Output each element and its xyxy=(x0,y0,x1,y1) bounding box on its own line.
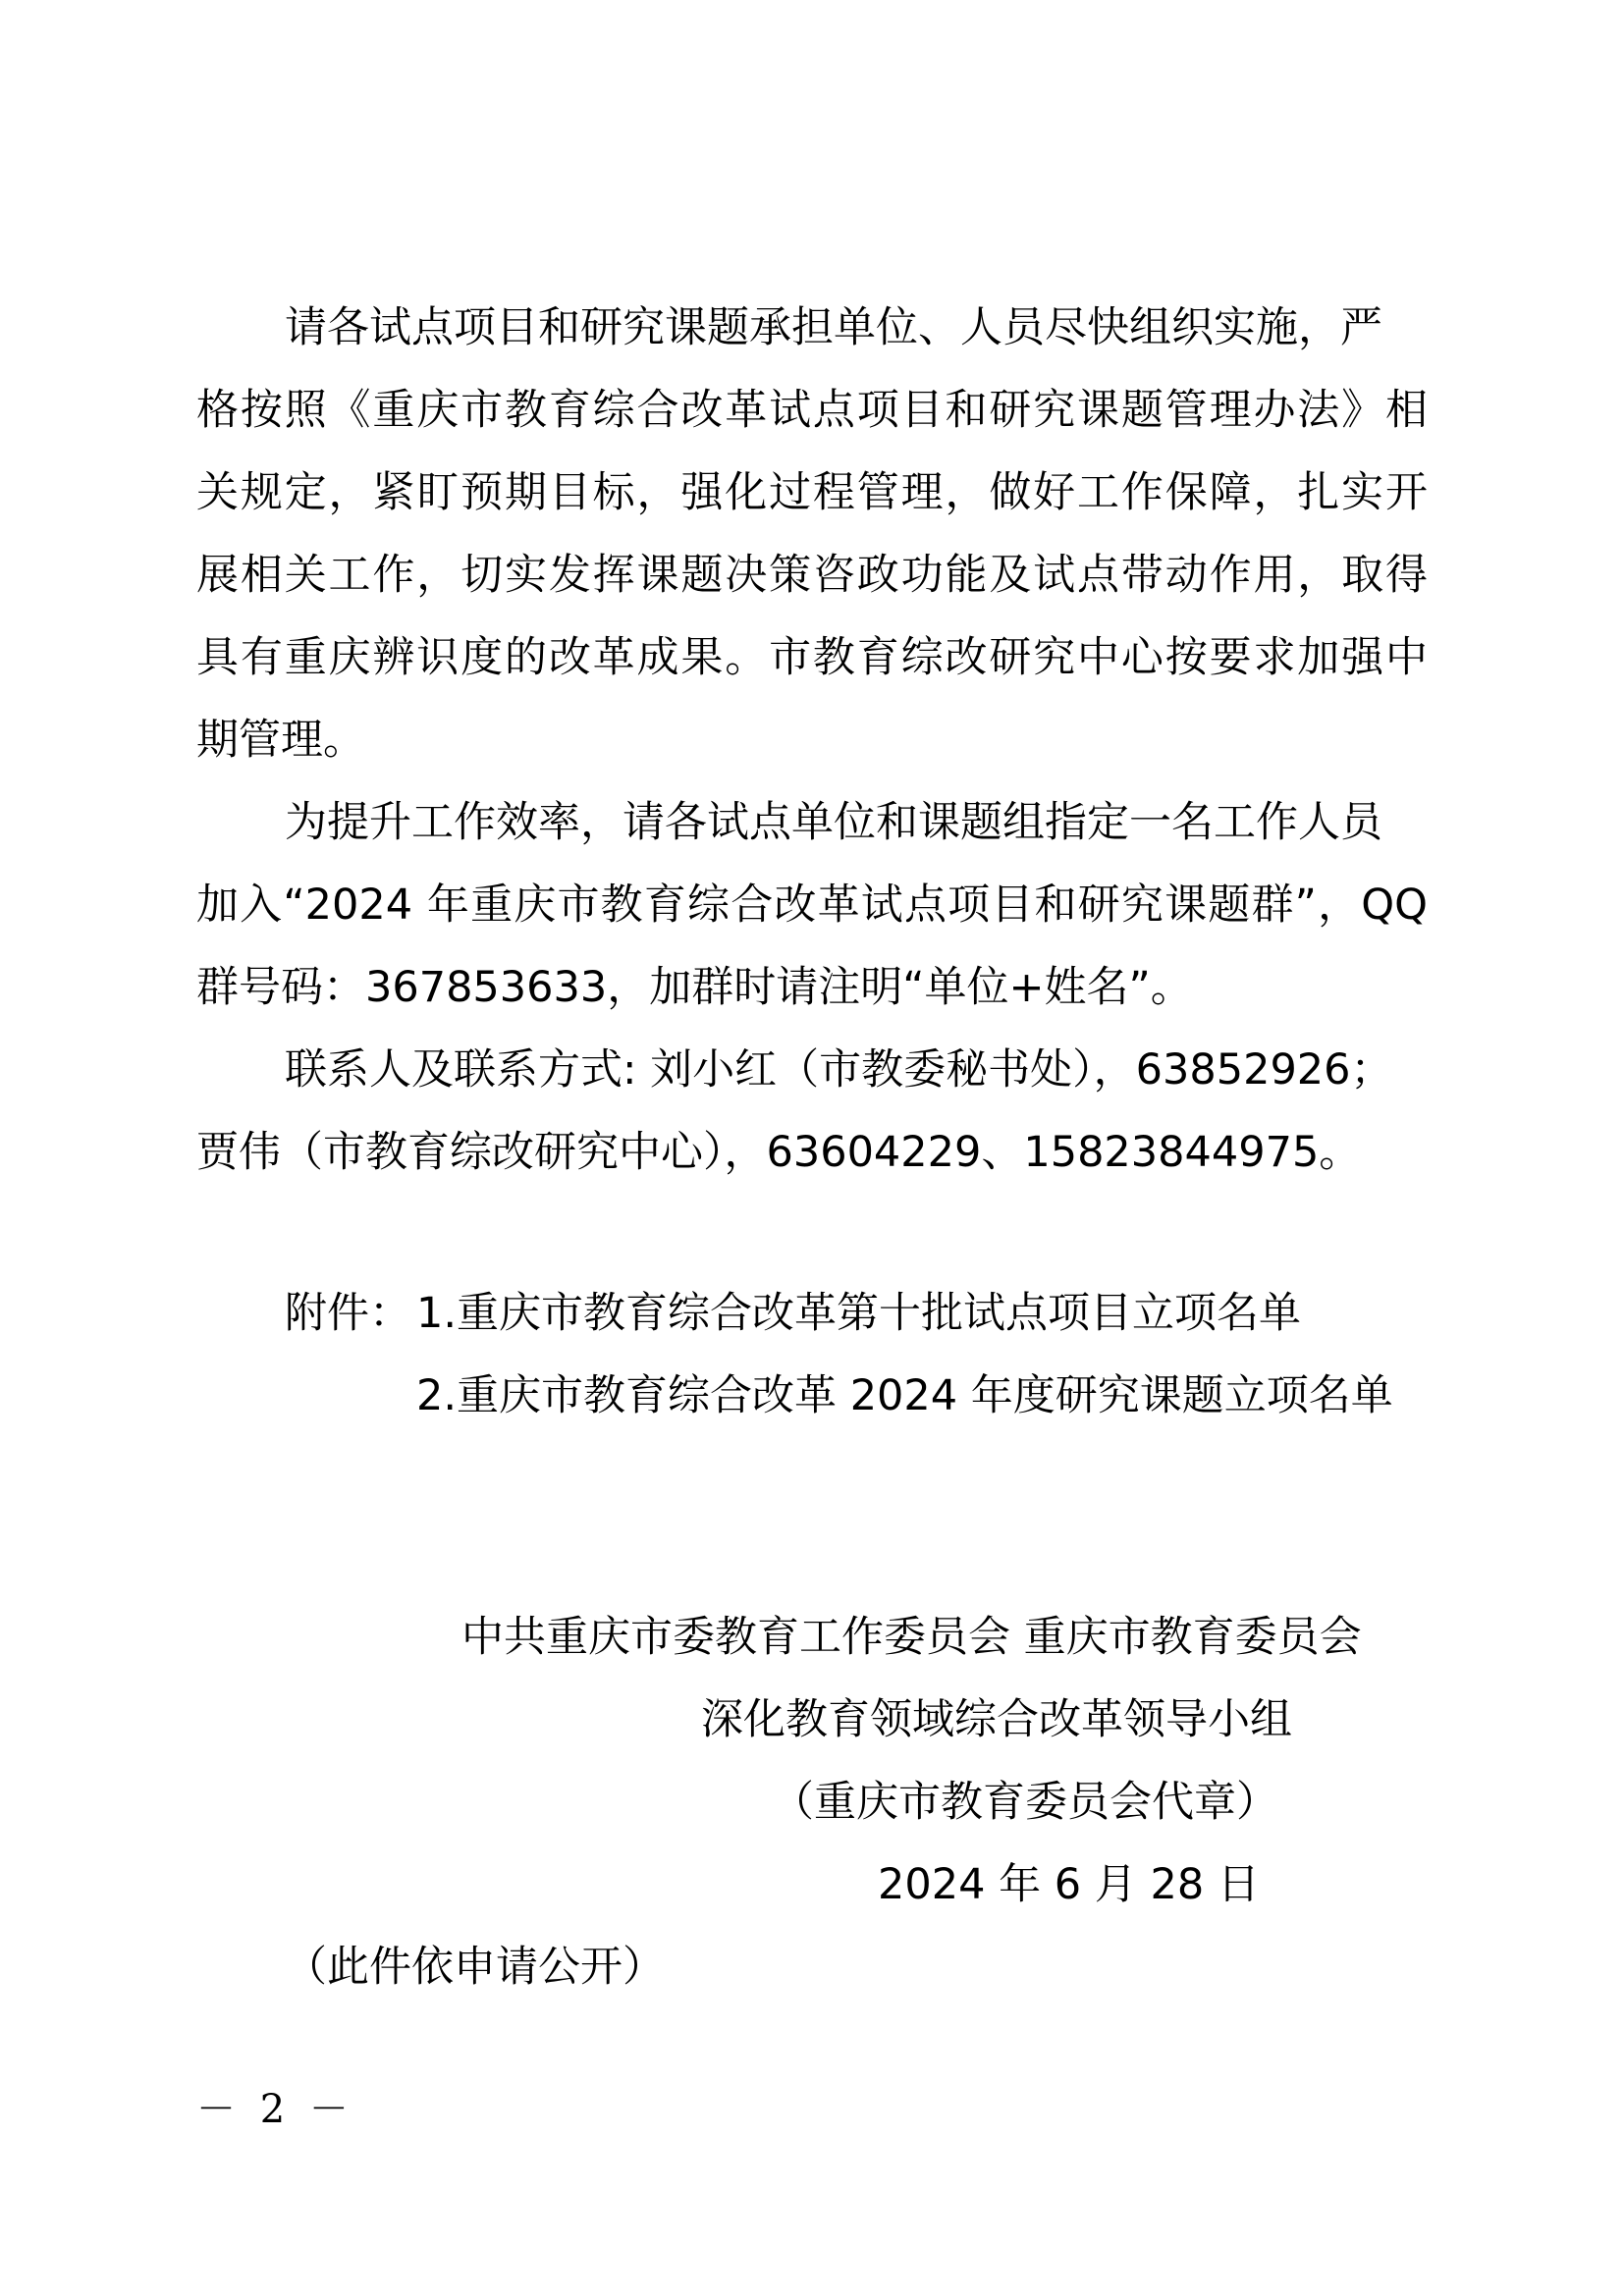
paragraph-2-line-1: 为提升工作效率，请各试点单位和课题组指定一名工作人员 xyxy=(285,798,1382,847)
paragraph-2-line-3: 群号码：367853633，加群时请注明“单位+姓名”。 xyxy=(196,963,1193,1012)
paragraph-1-line-4: 展相关工作，切实发挥课题决策咨政功能及试点带动作用，取得 xyxy=(196,551,1428,600)
signature-seal-note: （重庆市教育委员会代章） xyxy=(772,1778,1278,1827)
paragraph-1-line-5: 具有重庆辨识度的改革成果。市教育综改研究中心按要求加强中 xyxy=(196,633,1428,682)
attachments-label: 附件： xyxy=(285,1289,411,1338)
disclosure-note: （此件依申请公开） xyxy=(285,1943,665,1992)
signature-date: 2024 年 6 月 28 日 xyxy=(878,1860,1260,1909)
paragraph-1-line-3: 关规定，紧盯预期目标，强化过程管理，做好工作保障，扎实开 xyxy=(196,468,1428,517)
paragraph-1-line-1: 请各试点项目和研究课题承担单位、人员尽快组织实施，严 xyxy=(285,303,1382,352)
attachment-item-1: 1.重庆市教育综合改革第十批试点项目立项名单 xyxy=(416,1289,1302,1338)
attachment-item-2: 2.重庆市教育综合改革 2024 年度研究课题立项名单 xyxy=(416,1371,1393,1420)
paragraph-1-line-2: 格按照《重庆市教育综合改革试点项目和研究课题管理办法》相 xyxy=(196,386,1428,435)
contact-line-2: 贾伟（市教育综改研究中心），63604229、15823844975。 xyxy=(196,1128,1362,1177)
paragraph-2-line-2: 加入“2024 年重庆市教育综合改革试点项目和研究课题群”，QQ xyxy=(196,881,1428,930)
signature-org-line-1: 中共重庆市委教育工作委员会 重庆市教育委员会 xyxy=(461,1613,1362,1662)
contact-line-1: 联系人及联系方式: 刘小红（市教委秘书处），63852926； xyxy=(285,1045,1393,1095)
paragraph-1-line-6: 期管理。 xyxy=(196,716,365,765)
signature-org-line-2: 深化教育领域综合改革领导小组 xyxy=(701,1695,1292,1744)
page-number: － 2 － xyxy=(196,2087,354,2132)
